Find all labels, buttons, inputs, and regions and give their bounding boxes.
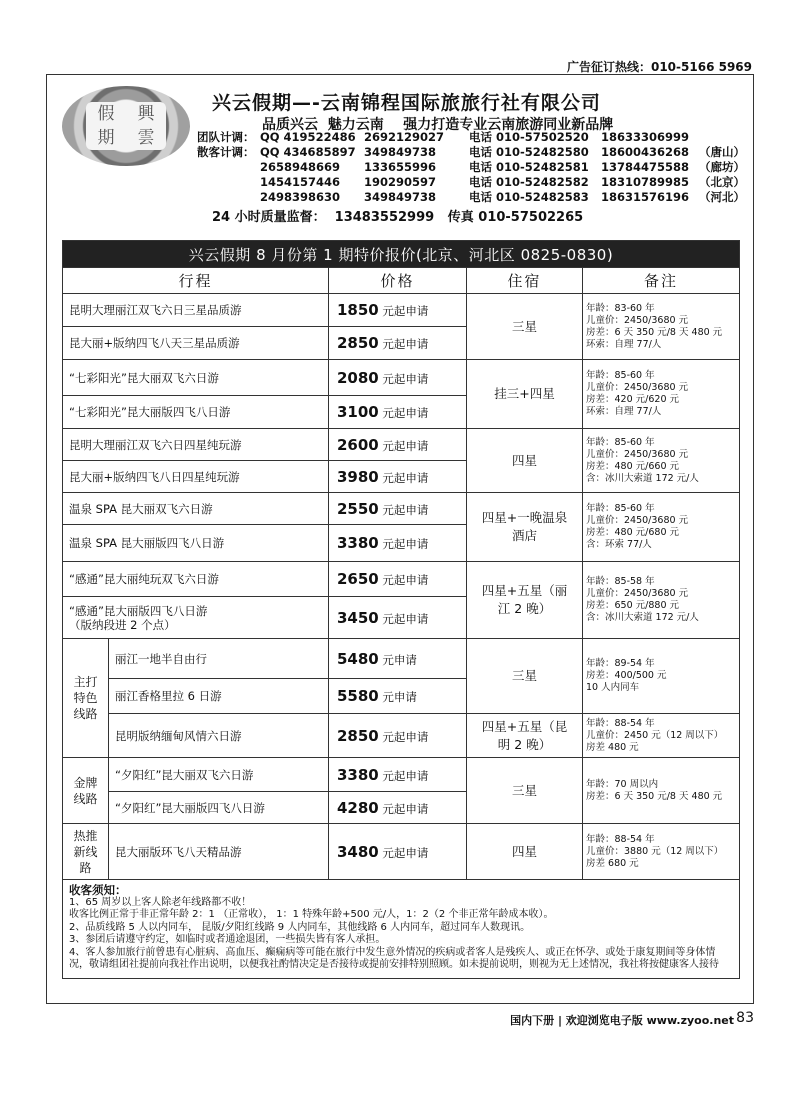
table-header [63, 268, 740, 294]
contact-tel: 电话 010-52482580 [469, 145, 589, 159]
price-value: 1850 [337, 301, 379, 319]
contact-tel: 电话 010-52482582 [469, 175, 589, 189]
contact-qq: 190290597 [364, 175, 437, 189]
note-line: 环索：自理 77/人 [586, 338, 662, 350]
category-line: 线路 [73, 707, 98, 721]
quality-hotline: 24 小时质量监督： 13483552999 传真 010-57502265 [212, 210, 584, 225]
contact-qq: QQ 434685897 [260, 145, 356, 159]
route-cell: 昆大丽+版纳四飞八日四星纯玩游 [63, 461, 329, 493]
contact-label: 团队计调： [197, 130, 255, 144]
note-cell [583, 824, 740, 880]
contact-mobile: 18633306999 [601, 130, 690, 144]
price-unit: 元起申请 [378, 406, 429, 420]
price-value: 3450 [337, 608, 379, 627]
price-unit: 元起申请 [378, 537, 429, 551]
route-cell: “感通”昆大丽纯玩双飞六日游 [63, 562, 329, 597]
price-unit: 元起申请 [378, 845, 429, 860]
note-line: 年龄：85-60 年 [586, 436, 655, 448]
contact-row [197, 160, 749, 175]
note-line: 年龄：85-60 年 [586, 503, 655, 514]
price-banner: 兴云假期 8 月份第 1 期特价报价(北京、河北区 0825-0830) [63, 241, 740, 268]
contact-qq: 2692129027 [364, 130, 445, 144]
note-cell [583, 639, 740, 714]
note-cell [583, 429, 740, 493]
contact-qq: 349849738 [364, 190, 437, 204]
price-value: 3980 [337, 467, 379, 486]
hotel-cell: 三星 [467, 758, 583, 824]
price-cell [329, 792, 467, 824]
price-banner-row [63, 241, 740, 268]
category-line: 热推 [73, 828, 98, 843]
note-line: 儿童价：2450/3680 元 [586, 515, 689, 526]
note-line: 房差 480 元 [586, 741, 639, 753]
note-line: 含：冰川大索道 172 元/人 [586, 612, 699, 623]
table-row [63, 562, 740, 597]
company-name: 兴云假期—-云南锦程国际旅旅行社有限公司 [212, 92, 601, 114]
hotel-cell: 三星 [467, 294, 583, 360]
footer-text: 国内下册 | 欢迎浏览电子版 www.zyoo.net [510, 1014, 734, 1027]
note-line: 儿童价：2450/3680 元 [586, 588, 689, 599]
price-cell [329, 562, 467, 597]
note-line: 儿童价：2450 元（12 周以下） [586, 729, 724, 741]
price-cell [329, 461, 467, 493]
price-unit: 元起申请 [378, 768, 429, 783]
route-cell: 丽江一地半自由行 [109, 639, 329, 679]
hotel-line: 酒店 [511, 528, 537, 543]
price-cell [329, 360, 467, 396]
terms-row [63, 880, 740, 979]
route-cell: “七彩阳光”昆大丽双飞六日游 [63, 360, 329, 396]
note-cell [583, 714, 740, 758]
price-cell [329, 429, 467, 461]
price-cell [329, 679, 467, 714]
route-cell: 温泉 SPA 昆大丽双飞六日游 [63, 493, 329, 525]
note-line: 房差：650 元/880 元 [586, 600, 680, 611]
contact-region: （河北） [699, 190, 745, 204]
price-unit: 元起申请 [378, 573, 429, 587]
contact-tel: 电话 010-57502520 [469, 130, 589, 144]
contact-region: （廊坊） [699, 160, 745, 174]
ad-hotline: 广告征订热线：010-5166 5969 [566, 60, 752, 74]
contact-row [197, 175, 749, 190]
note-line: 房差：420 元/620 元 [586, 394, 680, 405]
note-line: 10 人内同车 [586, 682, 640, 693]
price-table [62, 240, 740, 979]
price-cell [329, 294, 467, 327]
price-value: 5480 [337, 649, 379, 668]
note-cell [583, 294, 740, 360]
price-value: 3100 [337, 403, 379, 421]
route-cell: 丽江香格里拉 6 日游 [109, 679, 329, 714]
note-line: 儿童价：3880 元（12 周以下） [586, 845, 724, 857]
note-cell [583, 758, 740, 824]
route-cell: 温泉 SPA 昆大丽版四飞八日游 [63, 525, 329, 562]
price-value: 2080 [337, 368, 379, 387]
price-value: 2850 [337, 726, 379, 745]
contact-mobile: 13784475588 [601, 160, 690, 174]
note-line: 房差：6 天 350 元/8 天 480 元 [586, 790, 723, 802]
contact-qq: 349849738 [364, 145, 437, 159]
contact-region [699, 130, 749, 145]
price-cell [329, 396, 467, 429]
category-line: 路 [79, 860, 92, 875]
note-line: 年龄：89-54 年 [586, 658, 655, 669]
price-cell [329, 758, 467, 792]
price-cell [329, 714, 467, 758]
price-unit: 元起申请 [378, 438, 429, 453]
page-number: 83 [736, 1010, 754, 1026]
category-cell [63, 758, 109, 824]
route-cell: 昆明大理丽江双飞六日四星纯玩游 [63, 429, 329, 461]
price-unit: 元起申请 [378, 801, 429, 816]
note-cell [583, 493, 740, 562]
route-cell: 昆明大理丽江双飞六日三星品质游 [63, 294, 329, 327]
note-cell [583, 360, 740, 429]
hotel-cell [467, 493, 583, 562]
terms-line: 1、65 周岁以上客人除老年线路都不收！ [69, 896, 252, 908]
hotel-cell: 挂三+四星 [467, 360, 583, 429]
contact-mobile: 18310789985 [601, 175, 690, 189]
hotel-cell [467, 714, 583, 758]
note-line: 年龄：85-58 年 [586, 576, 655, 587]
company-logo [62, 86, 190, 166]
route-cell: “夕阳红”昆大丽版四飞八日游 [109, 792, 329, 824]
route-line: （版纳段进 2 个点） [69, 617, 176, 632]
contact-label: 散客计调： [197, 145, 255, 159]
hotel-cell: 三星 [467, 639, 583, 714]
category-line: 新线 [73, 844, 98, 859]
logo-seal [86, 102, 166, 150]
category-line: 主打 [73, 675, 98, 689]
price-cell [329, 597, 467, 639]
logo-char: 假 [97, 104, 115, 124]
table-row [63, 639, 740, 679]
logo-char: 期 [97, 128, 115, 148]
contact-qq: 2498398630 [260, 190, 341, 204]
note-line: 含：环索 77/人 [586, 539, 652, 550]
note-line: 儿童价：2450/3680 元 [586, 382, 689, 393]
table-row [63, 714, 740, 758]
hotel-cell: 四星 [467, 429, 583, 493]
route-cell: 昆大丽+版纳四飞八天三星品质游 [63, 327, 329, 360]
table-row [63, 429, 740, 461]
price-value: 3380 [337, 765, 379, 784]
header-note: 备注 [583, 268, 740, 294]
note-line: 房差 680 元 [586, 857, 639, 869]
table-row [63, 294, 740, 327]
contact-tel: 电话 010-52482583 [469, 190, 589, 204]
table-row [63, 360, 740, 396]
note-line: 房差：6 天 350 元/8 天 480 元 [586, 326, 723, 338]
price-cell [329, 525, 467, 562]
terms-cell [63, 880, 740, 979]
hotel-line: 四星+五星（昆 [481, 718, 568, 734]
header-price: 价格 [329, 268, 467, 294]
note-line: 年龄：70 周以内 [586, 778, 659, 790]
price-value: 2550 [337, 499, 379, 518]
note-line: 环索：自理 77/人 [586, 406, 662, 417]
price-unit: 元起申请 [378, 337, 429, 351]
terms-title: 收客须知： [69, 883, 127, 897]
note-cell [583, 562, 740, 639]
contact-mobile: 18631576196 [601, 190, 690, 204]
note-line: 年龄：88-54 年 [586, 833, 655, 845]
category-line: 特色 [73, 691, 98, 705]
contact-qq: 133655996 [364, 160, 437, 174]
price-value: 4280 [337, 798, 379, 817]
route-cell [63, 597, 329, 639]
contact-region: （北京） [699, 175, 745, 189]
contact-qq: 1454157446 [260, 175, 341, 189]
category-line: 线路 [73, 791, 98, 806]
price-value: 2650 [337, 570, 379, 588]
price-value: 2600 [337, 435, 379, 454]
price-cell [329, 824, 467, 880]
hotel-cell [467, 562, 583, 639]
route-cell: “夕阳红”昆大丽双飞六日游 [109, 758, 329, 792]
price-cell [329, 493, 467, 525]
price-unit: 元起申请 [378, 502, 429, 517]
logo-char: 興 [137, 104, 155, 124]
contact-row [197, 190, 749, 205]
price-unit: 元起申请 [378, 729, 429, 744]
route-line: “感通”昆大丽版四飞八日游 [69, 603, 208, 618]
contact-block [197, 130, 749, 205]
hotel-line: 江 2 晚） [497, 601, 552, 616]
price-value: 5580 [337, 687, 379, 705]
price-unit: 元起申请 [378, 371, 429, 386]
hotel-line: 四星+五星（丽 [481, 583, 568, 598]
note-line: 含：冰川大索道 172 元/人 [586, 472, 699, 484]
company-slogan: 品质兴云 魅力云南 强力打造专业云南旅游同业新品牌 [262, 117, 614, 133]
category-cell [63, 639, 109, 758]
price-cell [329, 639, 467, 679]
price-value: 3380 [337, 534, 379, 552]
price-cell [329, 327, 467, 360]
note-line: 房差：480 元/680 元 [586, 527, 680, 538]
hotel-cell: 四星 [467, 824, 583, 880]
note-line: 房差：480 元/660 元 [586, 460, 680, 472]
category-line: 金牌 [73, 775, 98, 790]
price-unit: 元起申请 [378, 611, 429, 626]
price-unit: 元申请 [378, 690, 417, 704]
note-line: 年龄：85-60 年 [586, 370, 655, 381]
contact-region: （唐山） [699, 145, 745, 159]
table-row [63, 758, 740, 792]
note-line: 年龄：83-60 年 [586, 302, 655, 314]
route-cell: 昆明版纳缅甸风情六日游 [109, 714, 329, 758]
price-sheet [62, 240, 739, 979]
contact-row [197, 145, 749, 160]
contact-qq: QQ 419522486 [260, 130, 356, 144]
terms-line: 4、客人参加旅行前曾患有心脏病、高血压、癫痫病等可能在旅行中发生意外情况的疾病或者客人是残疾人、或正在怀孕、或处于康复期间等身体情况，敬请组团社提前向我社作出说明，以便我社酌情决定是否接待或提前安排特别照顾。如未提前说明，则视为无上述情况，我社将按健康客人接待 [69, 946, 719, 970]
contact-label [197, 175, 260, 190]
terms-line: 3、参团后请遵守约定，如临时或者通途退团，一些损失皆有客人承担。 [69, 934, 386, 945]
price-unit: 元起申请 [378, 470, 429, 485]
price-value: 2850 [337, 334, 379, 352]
contact-label [197, 190, 260, 205]
terms-line: 收客比例正常于非正常年龄 2：1 （正常收）， 1：1 特殊年龄+500 元/人，1：2（2 个非正常年龄成本收）。 [69, 909, 554, 920]
note-line: 儿童价：2450/3680 元 [586, 314, 689, 326]
note-line: 年龄：88-54 年 [586, 717, 655, 729]
price-unit: 元起申请 [378, 304, 429, 318]
hotel-line: 明 2 晚） [497, 736, 552, 752]
table-row [63, 493, 740, 525]
category-cell [63, 824, 109, 880]
contact-mobile: 18600436268 [601, 145, 690, 159]
price-value: 3480 [337, 842, 379, 861]
page-footer [0, 1012, 800, 1032]
contact-row [197, 130, 749, 145]
logo-char: 雲 [137, 128, 155, 148]
hotel-line: 四星+一晚温泉 [481, 510, 568, 525]
price-unit: 元申请 [378, 652, 417, 667]
header-hotel: 住宿 [467, 268, 583, 294]
terms-line: 2、品质线路 5 人以内同车， 昆版/夕阳红线路 9 人内同车，其他线路 6 人内同车，超过同车人数现讯。 [69, 921, 531, 933]
contact-tel: 电话 010-52482581 [469, 160, 589, 174]
contact-qq: 2658948669 [260, 160, 341, 174]
route-cell: “七彩阳光”昆大丽版四飞八日游 [63, 396, 329, 429]
header-route: 行程 [63, 268, 329, 294]
table-row [63, 824, 740, 880]
route-cell: 昆大丽版环飞八天精品游 [109, 824, 329, 880]
note-line: 房差：400/500 元 [586, 670, 667, 681]
contact-label [197, 160, 260, 175]
note-line: 儿童价：2450/3680 元 [586, 448, 689, 460]
